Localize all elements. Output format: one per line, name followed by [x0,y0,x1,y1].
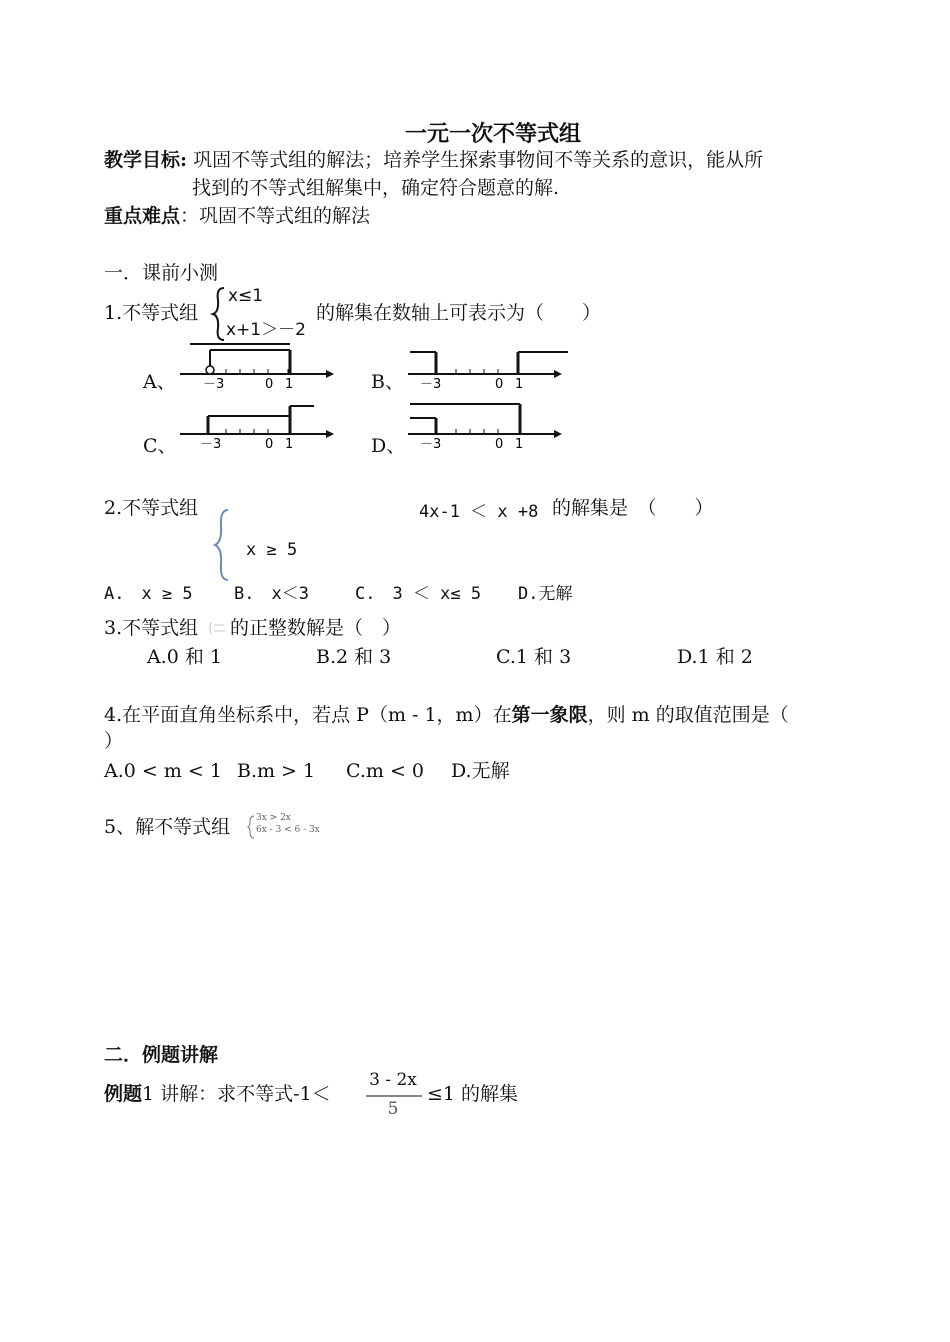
q1-ineq1: x≤1 [228,286,264,306]
q1-ineq2: x+1＞－2 [226,320,306,340]
tick-label-0: 0 [265,377,274,392]
q4-option-b: B.m > 1 [237,760,316,782]
svg-text:1: 1 [515,437,524,452]
q4-bold: 第一象限 [511,704,588,726]
q3-system-image [208,620,228,636]
number-line-c [178,402,338,452]
example-1-text1: 1 讲解：求不等式-1＜ [142,1083,331,1105]
q1-option-b-label: B、 [371,371,404,393]
q4-option-c: C.m < 0 [346,760,425,782]
section-2-heading: 二．例题讲解 [104,1044,219,1066]
q2-ineq1: 4x-1 ＜ x +8 [419,502,539,522]
q3-option-d: D.1 和 2 [677,646,753,668]
fraction-numerator: 3 - 2x [369,1070,417,1090]
q4-line1 [104,703,789,727]
svg-text:0: 0 [265,437,274,452]
q3-prefix: 3.不等式组 [104,617,199,639]
q1-prefix: 1.不等式组 [104,302,199,324]
example-1-text2: ≤1 的解集 [427,1083,519,1105]
key-paragraph: 重点难点：巩固不等式组的解法 [104,205,371,227]
fraction-denominator: 5 [387,1099,399,1119]
goal-paragraph: 教学目标: 巩固不等式组的解法；培养学生探索事物间不等关系的意识，能从所 [104,149,764,171]
q5-ineq2: 6x - 3 < 6 - 3x [256,825,320,835]
tick-label-neg3: －3 [203,377,225,392]
q5-ineq1: 3x > 2x [256,813,291,823]
q3-suffix: 的正整数解是（ ） [230,617,402,639]
example-1-text [104,1082,331,1106]
svg-text:－3: －3 [200,437,222,452]
fraction-bar [366,1095,422,1097]
number-line-d [406,402,566,452]
q4-text2: ，则 m 的取值范围是（ [587,704,789,726]
svg-text:0: 0 [495,377,504,392]
q2-option-b: B. x＜3 [234,584,309,604]
q2-suffix: 的解集是 （ ） [552,497,714,519]
q2-option-c: C. 3 ＜ x≤ 5 [355,584,482,604]
section-1-heading: 一．课前小测 [104,262,219,284]
q4-option-a: A.0 < m < 1 [104,760,222,782]
number-line-b [406,342,571,392]
q1-brace-icon [212,286,226,342]
key-text: 巩固不等式组的解法 [199,205,371,227]
q2-option-d: D.无解 [518,584,573,604]
q2-option-a: A. x ≥ 5 [104,584,193,604]
q2-ineq2: x ≥ 5 [246,540,298,560]
q5-brace-icon [247,815,255,839]
svg-text:0: 0 [495,437,504,452]
q1-suffix: 的解集在数轴上可表示为（ ） [316,302,602,324]
q5-prefix: 5、解不等式组 [104,816,231,838]
q1-option-c-label: C、 [143,435,177,457]
q4-text1: 4.在平面直角坐标系中，若点 P（m - 1，m）在 [104,704,512,726]
tick-label-1: 1 [285,377,294,392]
page-title: 一元一次不等式组 [405,121,582,147]
q1-option-a-label: A、 [143,371,176,393]
svg-text:－3: －3 [420,437,442,452]
example-1-label: 例题 [104,1083,143,1105]
number-line-a [178,342,338,392]
svg-text:1: 1 [515,377,524,392]
q4-option-d: D.无解 [451,760,510,782]
q1-option-d-label: D、 [371,435,406,457]
goal-line1: 巩固不等式组的解法；培养学生探索事物间不等关系的意识，能从所 [193,149,764,171]
q3-option-c: C.1 和 3 [496,646,572,668]
goal-line2: 找到的不等式组解集中，确定符合题意的解. [192,177,560,199]
q3-option-b: B.2 和 3 [316,646,392,668]
q2-prefix: 2.不等式组 [104,497,199,519]
svg-text:－3: －3 [420,377,442,392]
svg-text:1: 1 [285,437,294,452]
key-label: 重点难点 [104,205,181,227]
q3-option-a: A.0 和 1 [147,646,223,668]
q4-line2: ） [104,730,124,752]
q2-brace-icon [214,508,230,582]
goal-label: 教学目标 [104,149,181,171]
